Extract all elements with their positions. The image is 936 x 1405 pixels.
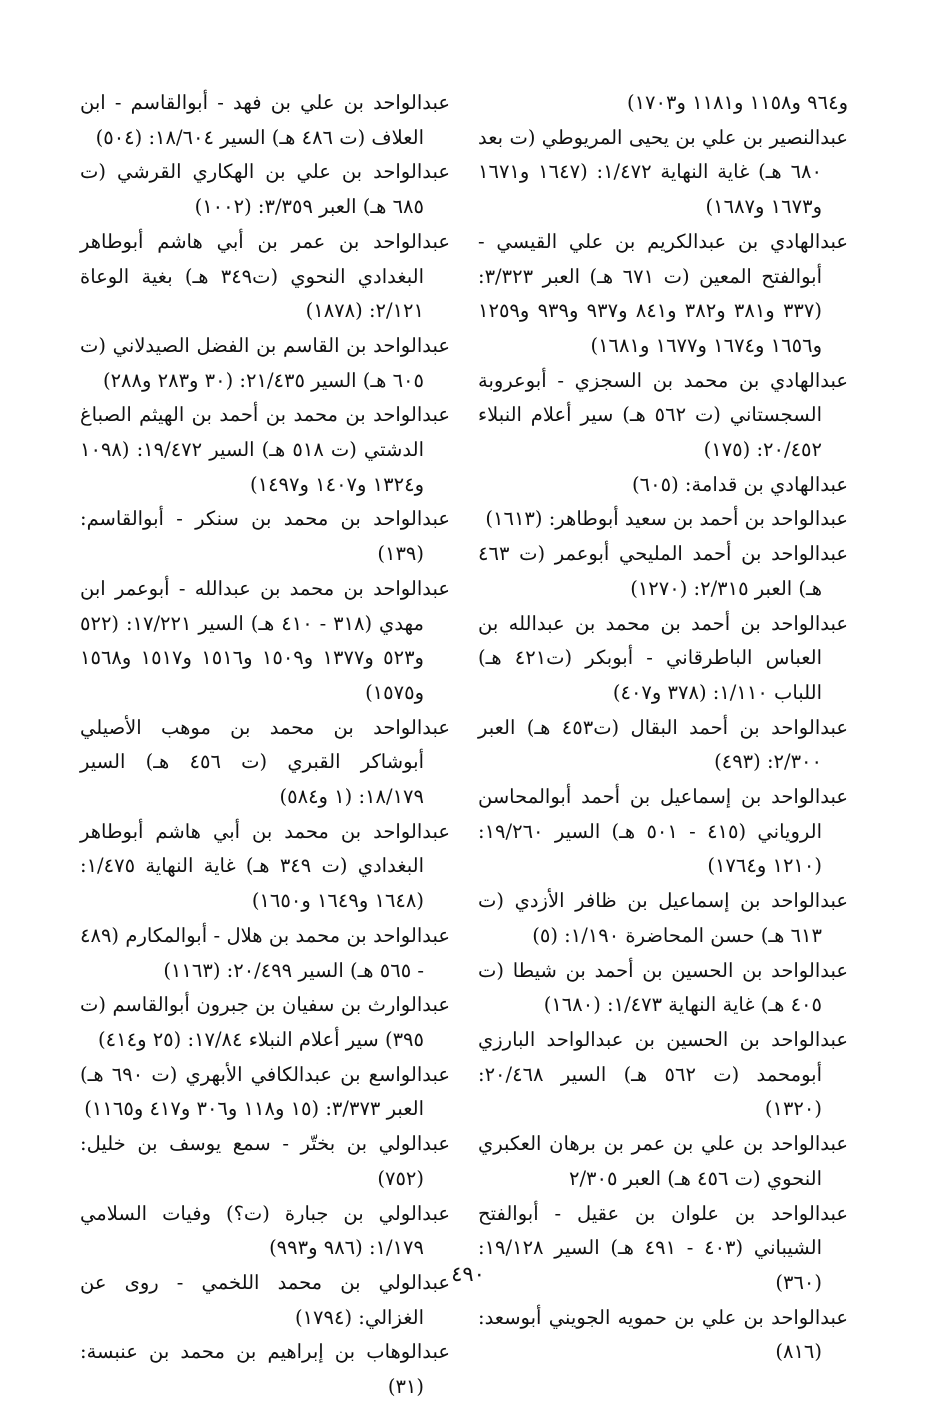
index-entry: عبدالواحد بن أحمد بن سعيد أبوطاهر: (١٦١٣) [485,507,848,531]
index-entry: عبدالواحد بن إسماعيل بن أحمد أبوالمحاسن الروياني (٤١٥ - ٥٠١ هـ) السير ١٩/٢٦٠: (١٢١٠ و١٧٦٤) [478,785,848,878]
index-entry: عبدالهادي بن عبدالكريم بن علي القيسي - أبوالفتح المعين (ت ٦٧١ هـ) العبر ٣/٣٢٣: (٣٣٧ و٣٨١ و٣٨٢ و٨٤١ و٩٣٧ و٩٣٩ و١٢٥٩ و١٦٥٦ و١٦٧٤ و١٦٧٧ و١٦٨١) [478,229,848,357]
index-entry: و٩٦٤ و١١٥٨ و١١٨١ و١٧٠٣) [626,91,848,114]
index-entry: عبدالواحد بن الحسين بن أحمد بن شيطا (ت ٤٠٥ هـ) غاية النهاية ١/٤٧٣: (١٦٨٠) [478,958,848,1017]
index-entry: عبدالنصير بن علي بن يحيى المريوطي (ت بعد ٦٨٠ هـ) غاية النهاية ١/٤٧٢: (١٦٤٧ و١٦٧١ و١٦٧٣ و١٦٨٧) [478,125,848,219]
index-entry: عبدالواحد بن محمد بن أحمد بن الهيثم الصباغ الدشتي (ت ٥١٨ هـ) السير ١٩/٤٧٢: (١٠٩٨ و١٣٢٤ و١٤٠٧ و١٤٩٧) [80,403,450,496]
index-entry: عبدالواحد بن عمر بن أبي هاشم أبوطاهر البغدادي النحوي (ت٣٤٩ هـ) بغية الوعاة ٢/١٢١: (١٨٧٨) [80,229,450,323]
index-entry: عبدالواحد بن إسماعيل بن ظافر الأزدي (ت ٦١٣ هـ) حسن المحاضرة ١/١٩٠: (٥) [478,889,848,947]
left-column [80,86,450,1405]
index-entry: عبدالهادي بن قدامة: (٦٠٥) [632,472,848,496]
index-entry: عبدالواحد بن محمد بن موهب الأصيلي أبوشاكر القبري (ت ٤٥٦ هـ) السير ١٨/١٧٩: (١ و٥٨٤) [80,715,450,809]
index-entry: عبدالواحد بن محمد بن عبدالله - أبوعمر ابن مهدي (٣١٨ - ٤١٠ هـ) السير ١٧/٢٢١: (٥٢٢ و٥٢٣ و١٣٧٧ و١٥٠٩ و١٥١٦ و١٥١٧ و١٥٦٨ و١٥٧٥) [80,576,450,704]
index-entry: عبدالواحد بن علي بن الهكاري القرشي (ت ٦٨٥ هـ) العبر ٣/٣٥٩: (١٠٠٢) [80,160,450,219]
index-entry: عبدالولي بن محمد اللخمي - روى عن الغزالي: (١٧٩٤) [80,1270,450,1329]
index-entry: عبدالواحد بن علوان بن عقيل - أبوالفتح الشيباني (٤٠٣ - ٤٩١ هـ) السير ١٩/١٢٨: (٣٦٠) [478,1201,848,1294]
index-entry: عبدالواحد بن القاسم بن الفضل الصيدلاني (ت ٦٠٥ هـ) السير ٢١/٤٣٥: (٣٠ و٢٨٣ و٢٨٨) [80,333,450,392]
index-entry: عبدالواحد بن محمد بن أبي هاشم أبوطاهر البغدادي (ت ٣٤٩ هـ) غاية النهاية ١/٤٧٥: (١٦٤٨ و١٦٤٩ و١٦٥٠) [80,819,450,913]
index-entry: عبدالواحد بن أحمد المليحي أبوعمر (ت ٤٦٣ هـ) العبر ٢/٣١٥: (١٢٧٠) [478,542,848,600]
index-entry: عبدالهادي بن محمد بن السجزي - أبوعروبة السجستاني (ت ٥٦٢ هـ) سير أعلام النبلاء ٢٠/٤٥٢: (١٧٥) [478,368,848,462]
index-entry: عبدالواحد بن الحسين بن عبدالواحد البارزي أبومحمد (ت ٥٦٢ هـ) السير ٢٠/٤٦٨: (١٣٢٠) [478,1027,848,1121]
index-entry: عبدالوارث بن سفيان بن جبرون أبوالقاسم (ت ٣٩٥) سير أعلام النبلاء ١٧/٨٤: (٢٥ و٤١٤) [80,993,450,1051]
index-entry: عبدالواحد بن علي بن عمر بن برهان العكبري النحوي (ت ٤٥٦ هـ) العبر ٢/٣٠٥ [478,1132,848,1190]
right-column [478,86,848,1370]
page-number: ٤٩٠ [451,1262,485,1286]
index-entry: عبدالولي بن بختّر - سمع يوسف بن خليل: (٧٥٢) [80,1132,450,1190]
index-entry: عبدالواحد بن علي بن حمويه الجويني أبوسعد: (٨١٦) [478,1305,848,1364]
index-entry: عبدالواسع بن عبدالكافي الأبهري (ت ٦٩٠ هـ) العبر ٣/٣٧٣: (١٥ و١١٨ و٣٠٦ و٤١٧ و١١٦٥) [80,1062,450,1121]
index-entry: عبدالواحد بن محمد بن سنكر - أبوالقاسم: (١٣٩) [80,507,450,566]
index-entry: عبدالوهاب بن إبراهيم بن محمد بن عنبسة: (٣١) [80,1340,450,1399]
index-entry: عبدالولي بن جبارة (ت؟) وفيات السلامي ١/١٧٩: (٩٨٦ و٩٩٣) [80,1201,450,1260]
index-entry: عبدالواحد بن محمد بن هلال - أبوالمكارم (٤٨٩ - ٥٦٥ هـ) السير ٢٠/٤٩٩: (١١٦٣) [80,923,450,982]
index-entry: عبدالواحد بن أحمد بن محمد بن عبدالله بن العباس الباطرقاني - أبوبكر (ت٤٢١ هـ) اللباب ١/١١٠: (٣٧٨ و٤٠٧) [478,611,848,704]
index-entry: عبدالواحد بن علي بن فهد - أبوالقاسم - ابن العلاف (ت ٤٨٦ هـ) السير ١٨/٦٠٤: (٥٠٤) [80,91,450,149]
index-entry: عبدالواحد بن أحمد البقال (ت٤٥٣ هـ) العبر ٢/٣٠٠: (٤٩٣) [478,715,848,774]
